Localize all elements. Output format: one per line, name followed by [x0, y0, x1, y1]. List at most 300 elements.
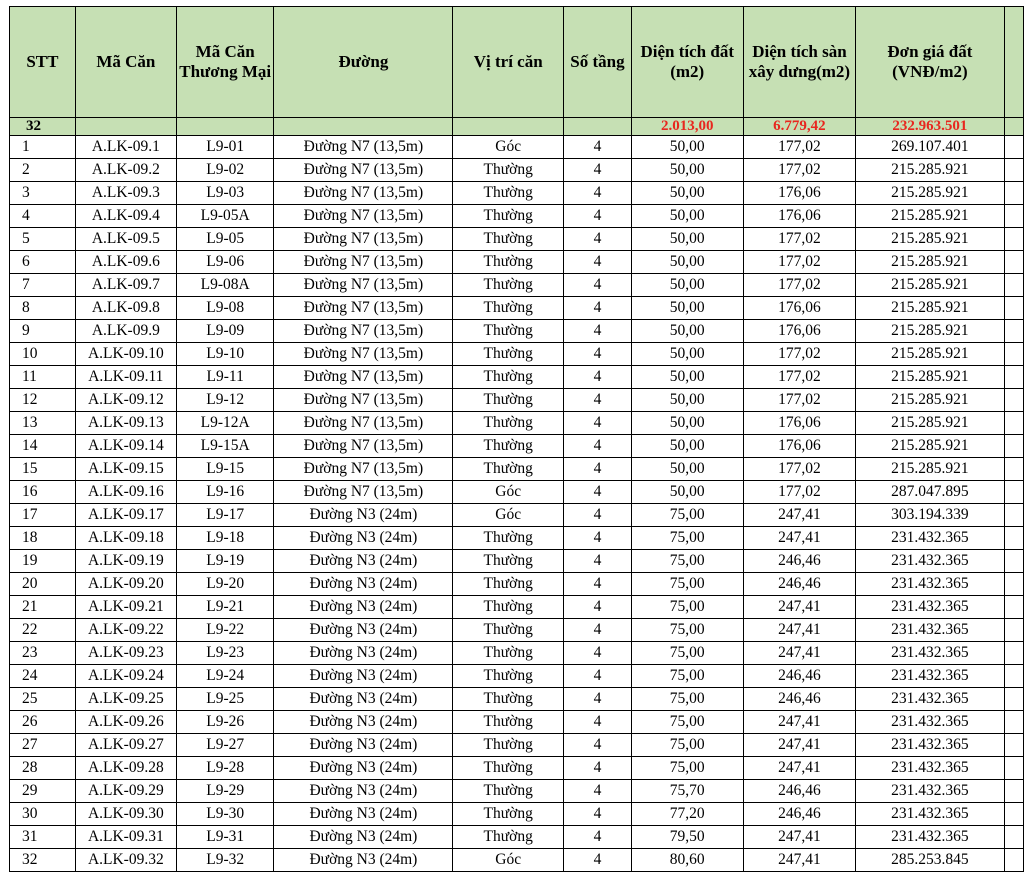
cell-extra[interactable]	[1004, 366, 1023, 389]
cell-extra[interactable]	[1004, 320, 1023, 343]
header-so-tang[interactable]: Số tầng	[564, 7, 632, 118]
cell-stt[interactable]: 23	[10, 642, 76, 665]
cell-ma-can-thuong-mai[interactable]: L9-05	[176, 228, 274, 251]
cell-duong[interactable]: Đường N7 (13,5m)	[274, 136, 453, 159]
cell-stt[interactable]: 5	[10, 228, 76, 251]
header-extra[interactable]	[1004, 7, 1023, 118]
cell-dien-tich-san[interactable]: 176,06	[743, 205, 856, 228]
cell-dien-tich-san[interactable]: 247,41	[743, 849, 856, 872]
cell-don-gia-dat[interactable]: 231.432.365	[856, 550, 1004, 573]
cell-duong[interactable]: Đường N7 (13,5m)	[274, 205, 453, 228]
cell-so-tang[interactable]: 4	[564, 734, 632, 757]
cell-vi-tri-can[interactable]: Thường	[453, 297, 564, 320]
cell-stt[interactable]: 2	[10, 159, 76, 182]
cell-don-gia-dat[interactable]: 215.285.921	[856, 159, 1004, 182]
cell-extra[interactable]	[1004, 389, 1023, 412]
cell-duong[interactable]: Đường N7 (13,5m)	[274, 343, 453, 366]
cell-dien-tich-dat[interactable]: 79,50	[631, 826, 743, 849]
cell-extra[interactable]	[1004, 573, 1023, 596]
cell-stt[interactable]: 20	[10, 573, 76, 596]
cell-stt[interactable]: 15	[10, 458, 76, 481]
cell-don-gia-dat[interactable]: 231.432.365	[856, 642, 1004, 665]
cell-vi-tri-can[interactable]: Thường	[453, 274, 564, 297]
cell-ma-can-thuong-mai[interactable]: L9-17	[176, 504, 274, 527]
cell-so-tang[interactable]: 4	[564, 504, 632, 527]
cell-extra[interactable]	[1004, 596, 1023, 619]
cell-dien-tich-dat[interactable]: 50,00	[631, 435, 743, 458]
cell-extra[interactable]	[1004, 619, 1023, 642]
cell-so-tang[interactable]: 4	[564, 159, 632, 182]
cell-extra[interactable]	[1004, 435, 1023, 458]
cell-don-gia-dat[interactable]: 231.432.365	[856, 734, 1004, 757]
cell-so-tang[interactable]: 4	[564, 389, 632, 412]
cell-so-tang[interactable]: 4	[564, 343, 632, 366]
cell-don-gia-dat[interactable]: 215.285.921	[856, 343, 1004, 366]
cell-ma-can-thuong-mai[interactable]: L9-21	[176, 596, 274, 619]
cell-dien-tich-san[interactable]: 177,02	[743, 343, 856, 366]
cell-so-tang[interactable]: 4	[564, 619, 632, 642]
cell-extra[interactable]	[1004, 297, 1023, 320]
cell-dien-tich-dat[interactable]: 75,70	[631, 780, 743, 803]
cell-dien-tich-san[interactable]: 247,41	[743, 527, 856, 550]
cell-ma-can[interactable]: A.LK-09.13	[75, 412, 176, 435]
cell-dien-tich-dat[interactable]: 75,00	[631, 711, 743, 734]
cell-ma-can[interactable]: A.LK-09.4	[75, 205, 176, 228]
cell-dien-tich-dat[interactable]: 75,00	[631, 619, 743, 642]
cell-stt[interactable]: 10	[10, 343, 76, 366]
cell-ma-can[interactable]: A.LK-09.19	[75, 550, 176, 573]
cell-stt[interactable]: 21	[10, 596, 76, 619]
cell-dien-tich-san[interactable]: 176,06	[743, 297, 856, 320]
cell-ma-can-thuong-mai[interactable]: L9-27	[176, 734, 274, 757]
cell-so-tang[interactable]: 4	[564, 826, 632, 849]
cell-extra[interactable]	[1004, 458, 1023, 481]
cell-ma-can[interactable]: A.LK-09.6	[75, 251, 176, 274]
cell-don-gia-dat[interactable]: 285.253.845	[856, 849, 1004, 872]
cell-so-tang[interactable]: 4	[564, 458, 632, 481]
cell-duong[interactable]: Đường N3 (24m)	[274, 711, 453, 734]
cell-dien-tich-dat[interactable]: 50,00	[631, 228, 743, 251]
cell-stt[interactable]: 8	[10, 297, 76, 320]
cell-extra[interactable]	[1004, 665, 1023, 688]
cell-dien-tich-dat[interactable]: 75,00	[631, 688, 743, 711]
cell-ma-can-thuong-mai[interactable]: L9-05A	[176, 205, 274, 228]
cell-don-gia-dat[interactable]: 287.047.895	[856, 481, 1004, 504]
cell-ma-can-thuong-mai[interactable]: L9-20	[176, 573, 274, 596]
cell-dien-tich-san[interactable]: 177,02	[743, 159, 856, 182]
cell-dien-tich-dat[interactable]: 50,00	[631, 458, 743, 481]
cell-vi-tri-can[interactable]: Góc	[453, 136, 564, 159]
cell-vi-tri-can[interactable]: Thường	[453, 435, 564, 458]
cell-extra[interactable]	[1004, 251, 1023, 274]
cell-ma-can[interactable]: A.LK-09.25	[75, 688, 176, 711]
cell-dien-tich-dat[interactable]: 75,00	[631, 642, 743, 665]
cell-vi-tri-can[interactable]: Thường	[453, 458, 564, 481]
cell-ma-can[interactable]: A.LK-09.31	[75, 826, 176, 849]
cell-extra[interactable]	[1004, 803, 1023, 826]
cell-duong[interactable]: Đường N3 (24m)	[274, 757, 453, 780]
cell-duong[interactable]: Đường N7 (13,5m)	[274, 274, 453, 297]
cell-ma-can[interactable]: A.LK-09.12	[75, 389, 176, 412]
cell-don-gia-dat[interactable]: 215.285.921	[856, 182, 1004, 205]
cell-dien-tich-dat[interactable]: 50,00	[631, 297, 743, 320]
summary-cell-empty[interactable]	[176, 118, 274, 136]
cell-ma-can[interactable]: A.LK-09.1	[75, 136, 176, 159]
cell-ma-can-thuong-mai[interactable]: L9-23	[176, 642, 274, 665]
header-dien-tich-san[interactable]: Diện tích sàn xây dưng(m2)	[743, 7, 856, 118]
cell-so-tang[interactable]: 4	[564, 596, 632, 619]
cell-ma-can[interactable]: A.LK-09.28	[75, 757, 176, 780]
cell-extra[interactable]	[1004, 136, 1023, 159]
cell-don-gia-dat[interactable]: 231.432.365	[856, 757, 1004, 780]
cell-ma-can-thuong-mai[interactable]: L9-18	[176, 527, 274, 550]
cell-ma-can-thuong-mai[interactable]: L9-03	[176, 182, 274, 205]
cell-vi-tri-can[interactable]: Thường	[453, 228, 564, 251]
cell-dien-tich-dat[interactable]: 50,00	[631, 136, 743, 159]
cell-ma-can-thuong-mai[interactable]: L9-02	[176, 159, 274, 182]
summary-stt[interactable]: 32	[10, 118, 76, 136]
cell-stt[interactable]: 6	[10, 251, 76, 274]
summary-dien-tich-dat[interactable]: 2.013,00	[631, 118, 743, 136]
cell-vi-tri-can[interactable]: Thường	[453, 757, 564, 780]
cell-duong[interactable]: Đường N3 (24m)	[274, 504, 453, 527]
cell-vi-tri-can[interactable]: Thường	[453, 619, 564, 642]
cell-ma-can-thuong-mai[interactable]: L9-12	[176, 389, 274, 412]
cell-dien-tich-dat[interactable]: 75,00	[631, 734, 743, 757]
cell-duong[interactable]: Đường N3 (24m)	[274, 803, 453, 826]
cell-don-gia-dat[interactable]: 215.285.921	[856, 320, 1004, 343]
cell-ma-can-thuong-mai[interactable]: L9-24	[176, 665, 274, 688]
cell-dien-tich-san[interactable]: 247,41	[743, 642, 856, 665]
cell-so-tang[interactable]: 4	[564, 688, 632, 711]
cell-vi-tri-can[interactable]: Thường	[453, 780, 564, 803]
cell-ma-can-thuong-mai[interactable]: L9-28	[176, 757, 274, 780]
cell-duong[interactable]: Đường N3 (24m)	[274, 573, 453, 596]
cell-dien-tich-san[interactable]: 247,41	[743, 826, 856, 849]
cell-ma-can-thuong-mai[interactable]: L9-15	[176, 458, 274, 481]
cell-dien-tich-dat[interactable]: 50,00	[631, 182, 743, 205]
cell-so-tang[interactable]: 4	[564, 527, 632, 550]
header-don-gia-dat[interactable]: Đơn giá đất (VNĐ/m2)	[856, 7, 1004, 118]
cell-stt[interactable]: 27	[10, 734, 76, 757]
cell-extra[interactable]	[1004, 343, 1023, 366]
cell-so-tang[interactable]: 4	[564, 297, 632, 320]
cell-dien-tich-dat[interactable]: 50,00	[631, 389, 743, 412]
cell-dien-tich-san[interactable]: 177,02	[743, 136, 856, 159]
summary-don-gia[interactable]: 232.963.501	[856, 118, 1004, 136]
cell-duong[interactable]: Đường N7 (13,5m)	[274, 159, 453, 182]
cell-dien-tich-dat[interactable]: 75,00	[631, 504, 743, 527]
cell-so-tang[interactable]: 4	[564, 481, 632, 504]
cell-ma-can[interactable]: A.LK-09.11	[75, 366, 176, 389]
cell-ma-can[interactable]: A.LK-09.9	[75, 320, 176, 343]
cell-stt[interactable]: 19	[10, 550, 76, 573]
cell-stt[interactable]: 7	[10, 274, 76, 297]
header-ma-can[interactable]: Mã Căn	[75, 7, 176, 118]
cell-ma-can[interactable]: A.LK-09.8	[75, 297, 176, 320]
cell-so-tang[interactable]: 4	[564, 780, 632, 803]
cell-vi-tri-can[interactable]: Thường	[453, 389, 564, 412]
cell-extra[interactable]	[1004, 550, 1023, 573]
cell-stt[interactable]: 32	[10, 849, 76, 872]
cell-dien-tich-san[interactable]: 246,46	[743, 803, 856, 826]
cell-ma-can[interactable]: A.LK-09.17	[75, 504, 176, 527]
summary-cell-empty[interactable]	[75, 118, 176, 136]
cell-don-gia-dat[interactable]: 231.432.365	[856, 665, 1004, 688]
cell-duong[interactable]: Đường N7 (13,5m)	[274, 320, 453, 343]
cell-so-tang[interactable]: 4	[564, 182, 632, 205]
cell-extra[interactable]	[1004, 688, 1023, 711]
cell-ma-can-thuong-mai[interactable]: L9-06	[176, 251, 274, 274]
cell-ma-can[interactable]: A.LK-09.24	[75, 665, 176, 688]
cell-so-tang[interactable]: 4	[564, 757, 632, 780]
cell-duong[interactable]: Đường N3 (24m)	[274, 688, 453, 711]
cell-don-gia-dat[interactable]: 215.285.921	[856, 389, 1004, 412]
cell-ma-can[interactable]: A.LK-09.14	[75, 435, 176, 458]
cell-dien-tich-dat[interactable]: 50,00	[631, 412, 743, 435]
cell-ma-can[interactable]: A.LK-09.21	[75, 596, 176, 619]
cell-duong[interactable]: Đường N7 (13,5m)	[274, 412, 453, 435]
cell-don-gia-dat[interactable]: 231.432.365	[856, 573, 1004, 596]
cell-duong[interactable]: Đường N3 (24m)	[274, 596, 453, 619]
cell-ma-can[interactable]: A.LK-09.15	[75, 458, 176, 481]
cell-dien-tich-san[interactable]: 247,41	[743, 757, 856, 780]
cell-don-gia-dat[interactable]: 231.432.365	[856, 711, 1004, 734]
cell-extra[interactable]	[1004, 481, 1023, 504]
cell-duong[interactable]: Đường N3 (24m)	[274, 642, 453, 665]
cell-ma-can[interactable]: A.LK-09.29	[75, 780, 176, 803]
cell-so-tang[interactable]: 4	[564, 665, 632, 688]
cell-ma-can-thuong-mai[interactable]: L9-15A	[176, 435, 274, 458]
cell-ma-can[interactable]: A.LK-09.23	[75, 642, 176, 665]
cell-stt[interactable]: 18	[10, 527, 76, 550]
cell-dien-tich-dat[interactable]: 75,00	[631, 757, 743, 780]
cell-stt[interactable]: 3	[10, 182, 76, 205]
cell-dien-tich-dat[interactable]: 50,00	[631, 481, 743, 504]
cell-don-gia-dat[interactable]: 215.285.921	[856, 251, 1004, 274]
cell-vi-tri-can[interactable]: Thường	[453, 711, 564, 734]
cell-don-gia-dat[interactable]: 231.432.365	[856, 527, 1004, 550]
cell-duong[interactable]: Đường N3 (24m)	[274, 665, 453, 688]
cell-dien-tich-san[interactable]: 176,06	[743, 412, 856, 435]
cell-so-tang[interactable]: 4	[564, 136, 632, 159]
summary-dien-tich-san[interactable]: 6.779,42	[743, 118, 856, 136]
cell-don-gia-dat[interactable]: 231.432.365	[856, 803, 1004, 826]
cell-vi-tri-can[interactable]: Thường	[453, 573, 564, 596]
cell-dien-tich-dat[interactable]: 50,00	[631, 274, 743, 297]
cell-stt[interactable]: 13	[10, 412, 76, 435]
cell-so-tang[interactable]: 4	[564, 412, 632, 435]
cell-extra[interactable]	[1004, 205, 1023, 228]
cell-ma-can[interactable]: A.LK-09.16	[75, 481, 176, 504]
cell-ma-can-thuong-mai[interactable]: L9-26	[176, 711, 274, 734]
header-stt[interactable]: STT	[10, 7, 76, 118]
cell-so-tang[interactable]: 4	[564, 803, 632, 826]
cell-dien-tich-dat[interactable]: 50,00	[631, 159, 743, 182]
cell-don-gia-dat[interactable]: 231.432.365	[856, 688, 1004, 711]
cell-ma-can-thuong-mai[interactable]: L9-08A	[176, 274, 274, 297]
cell-duong[interactable]: Đường N3 (24m)	[274, 619, 453, 642]
cell-don-gia-dat[interactable]: 215.285.921	[856, 228, 1004, 251]
cell-so-tang[interactable]: 4	[564, 435, 632, 458]
cell-vi-tri-can[interactable]: Góc	[453, 481, 564, 504]
cell-duong[interactable]: Đường N7 (13,5m)	[274, 366, 453, 389]
cell-ma-can[interactable]: A.LK-09.30	[75, 803, 176, 826]
cell-stt[interactable]: 9	[10, 320, 76, 343]
cell-ma-can-thuong-mai[interactable]: L9-30	[176, 803, 274, 826]
cell-duong[interactable]: Đường N3 (24m)	[274, 849, 453, 872]
header-vi-tri-can[interactable]: Vị trí căn	[453, 7, 564, 118]
cell-extra[interactable]	[1004, 182, 1023, 205]
cell-duong[interactable]: Đường N3 (24m)	[274, 550, 453, 573]
cell-don-gia-dat[interactable]: 215.285.921	[856, 412, 1004, 435]
cell-duong[interactable]: Đường N3 (24m)	[274, 734, 453, 757]
cell-ma-can-thuong-mai[interactable]: L9-12A	[176, 412, 274, 435]
cell-dien-tich-dat[interactable]: 50,00	[631, 251, 743, 274]
cell-dien-tich-san[interactable]: 177,02	[743, 251, 856, 274]
cell-duong[interactable]: Đường N3 (24m)	[274, 826, 453, 849]
cell-dien-tich-san[interactable]: 247,41	[743, 504, 856, 527]
cell-vi-tri-can[interactable]: Thường	[453, 251, 564, 274]
cell-vi-tri-can[interactable]: Thường	[453, 159, 564, 182]
cell-so-tang[interactable]: 4	[564, 550, 632, 573]
cell-dien-tich-san[interactable]: 246,46	[743, 550, 856, 573]
cell-vi-tri-can[interactable]: Thường	[453, 182, 564, 205]
cell-vi-tri-can[interactable]: Góc	[453, 849, 564, 872]
header-dien-tich-dat[interactable]: Diện tích đất (m2)	[631, 7, 743, 118]
cell-don-gia-dat[interactable]: 231.432.365	[856, 596, 1004, 619]
cell-extra[interactable]	[1004, 274, 1023, 297]
cell-stt[interactable]: 16	[10, 481, 76, 504]
cell-ma-can[interactable]: A.LK-09.5	[75, 228, 176, 251]
cell-ma-can[interactable]: A.LK-09.27	[75, 734, 176, 757]
header-ma-can-thuong-mai[interactable]: Mã Căn Thương Mại	[176, 7, 274, 118]
cell-vi-tri-can[interactable]: Thường	[453, 803, 564, 826]
cell-stt[interactable]: 17	[10, 504, 76, 527]
cell-stt[interactable]: 26	[10, 711, 76, 734]
cell-dien-tich-dat[interactable]: 77,20	[631, 803, 743, 826]
cell-so-tang[interactable]: 4	[564, 642, 632, 665]
cell-dien-tich-dat[interactable]: 75,00	[631, 573, 743, 596]
cell-vi-tri-can[interactable]: Thường	[453, 550, 564, 573]
cell-dien-tich-san[interactable]: 246,46	[743, 665, 856, 688]
cell-dien-tich-san[interactable]: 246,46	[743, 688, 856, 711]
cell-vi-tri-can[interactable]: Thường	[453, 596, 564, 619]
cell-don-gia-dat[interactable]: 231.432.365	[856, 826, 1004, 849]
cell-dien-tich-dat[interactable]: 75,00	[631, 665, 743, 688]
cell-so-tang[interactable]: 4	[564, 320, 632, 343]
cell-don-gia-dat[interactable]: 231.432.365	[856, 780, 1004, 803]
cell-dien-tich-san[interactable]: 247,41	[743, 619, 856, 642]
cell-ma-can[interactable]: A.LK-09.10	[75, 343, 176, 366]
cell-so-tang[interactable]: 4	[564, 573, 632, 596]
header-duong[interactable]: Đường	[274, 7, 453, 118]
cell-vi-tri-can[interactable]: Thường	[453, 205, 564, 228]
cell-vi-tri-can[interactable]: Thường	[453, 412, 564, 435]
cell-ma-can[interactable]: A.LK-09.3	[75, 182, 176, 205]
cell-extra[interactable]	[1004, 412, 1023, 435]
cell-ma-can[interactable]: A.LK-09.2	[75, 159, 176, 182]
cell-ma-can-thuong-mai[interactable]: L9-32	[176, 849, 274, 872]
cell-duong[interactable]: Đường N7 (13,5m)	[274, 389, 453, 412]
cell-stt[interactable]: 4	[10, 205, 76, 228]
cell-ma-can[interactable]: A.LK-09.26	[75, 711, 176, 734]
cell-don-gia-dat[interactable]: 215.285.921	[856, 458, 1004, 481]
cell-extra[interactable]	[1004, 734, 1023, 757]
cell-duong[interactable]: Đường N7 (13,5m)	[274, 297, 453, 320]
cell-extra[interactable]	[1004, 826, 1023, 849]
cell-dien-tich-san[interactable]: 177,02	[743, 458, 856, 481]
cell-stt[interactable]: 30	[10, 803, 76, 826]
cell-dien-tich-dat[interactable]: 50,00	[631, 343, 743, 366]
cell-extra[interactable]	[1004, 849, 1023, 872]
cell-stt[interactable]: 12	[10, 389, 76, 412]
cell-duong[interactable]: Đường N7 (13,5m)	[274, 481, 453, 504]
cell-ma-can-thuong-mai[interactable]: L9-09	[176, 320, 274, 343]
cell-dien-tich-dat[interactable]: 75,00	[631, 550, 743, 573]
cell-duong[interactable]: Đường N3 (24m)	[274, 780, 453, 803]
cell-so-tang[interactable]: 4	[564, 251, 632, 274]
cell-dien-tich-san[interactable]: 246,46	[743, 573, 856, 596]
cell-duong[interactable]: Đường N7 (13,5m)	[274, 435, 453, 458]
cell-dien-tich-dat[interactable]: 50,00	[631, 366, 743, 389]
cell-vi-tri-can[interactable]: Thường	[453, 688, 564, 711]
summary-cell-empty[interactable]	[453, 118, 564, 136]
cell-so-tang[interactable]: 4	[564, 849, 632, 872]
cell-extra[interactable]	[1004, 780, 1023, 803]
cell-vi-tri-can[interactable]: Thường	[453, 343, 564, 366]
cell-stt[interactable]: 28	[10, 757, 76, 780]
cell-duong[interactable]: Đường N7 (13,5m)	[274, 182, 453, 205]
cell-duong[interactable]: Đường N7 (13,5m)	[274, 458, 453, 481]
cell-don-gia-dat[interactable]: 215.285.921	[856, 205, 1004, 228]
cell-dien-tich-dat[interactable]: 50,00	[631, 205, 743, 228]
cell-dien-tich-san[interactable]: 177,02	[743, 274, 856, 297]
cell-don-gia-dat[interactable]: 215.285.921	[856, 435, 1004, 458]
cell-vi-tri-can[interactable]: Góc	[453, 504, 564, 527]
cell-stt[interactable]: 11	[10, 366, 76, 389]
cell-don-gia-dat[interactable]: 215.285.921	[856, 274, 1004, 297]
cell-ma-can[interactable]: A.LK-09.18	[75, 527, 176, 550]
cell-so-tang[interactable]: 4	[564, 205, 632, 228]
cell-so-tang[interactable]: 4	[564, 366, 632, 389]
cell-don-gia-dat[interactable]: 215.285.921	[856, 366, 1004, 389]
cell-vi-tri-can[interactable]: Thường	[453, 642, 564, 665]
cell-stt[interactable]: 22	[10, 619, 76, 642]
cell-vi-tri-can[interactable]: Thường	[453, 320, 564, 343]
cell-don-gia-dat[interactable]: 269.107.401	[856, 136, 1004, 159]
cell-don-gia-dat[interactable]: 303.194.339	[856, 504, 1004, 527]
cell-ma-can-thuong-mai[interactable]: L9-16	[176, 481, 274, 504]
cell-dien-tich-dat[interactable]: 50,00	[631, 320, 743, 343]
cell-ma-can[interactable]: A.LK-09.22	[75, 619, 176, 642]
cell-extra[interactable]	[1004, 504, 1023, 527]
cell-ma-can-thuong-mai[interactable]: L9-11	[176, 366, 274, 389]
cell-extra[interactable]	[1004, 642, 1023, 665]
cell-stt[interactable]: 29	[10, 780, 76, 803]
cell-don-gia-dat[interactable]: 215.285.921	[856, 297, 1004, 320]
cell-extra[interactable]	[1004, 527, 1023, 550]
cell-extra[interactable]	[1004, 159, 1023, 182]
cell-extra[interactable]	[1004, 711, 1023, 734]
cell-vi-tri-can[interactable]: Thường	[453, 665, 564, 688]
summary-cell-empty[interactable]	[1004, 118, 1023, 136]
cell-so-tang[interactable]: 4	[564, 274, 632, 297]
summary-cell-empty[interactable]	[564, 118, 632, 136]
cell-dien-tich-san[interactable]: 177,02	[743, 481, 856, 504]
cell-extra[interactable]	[1004, 228, 1023, 251]
cell-vi-tri-can[interactable]: Thường	[453, 366, 564, 389]
